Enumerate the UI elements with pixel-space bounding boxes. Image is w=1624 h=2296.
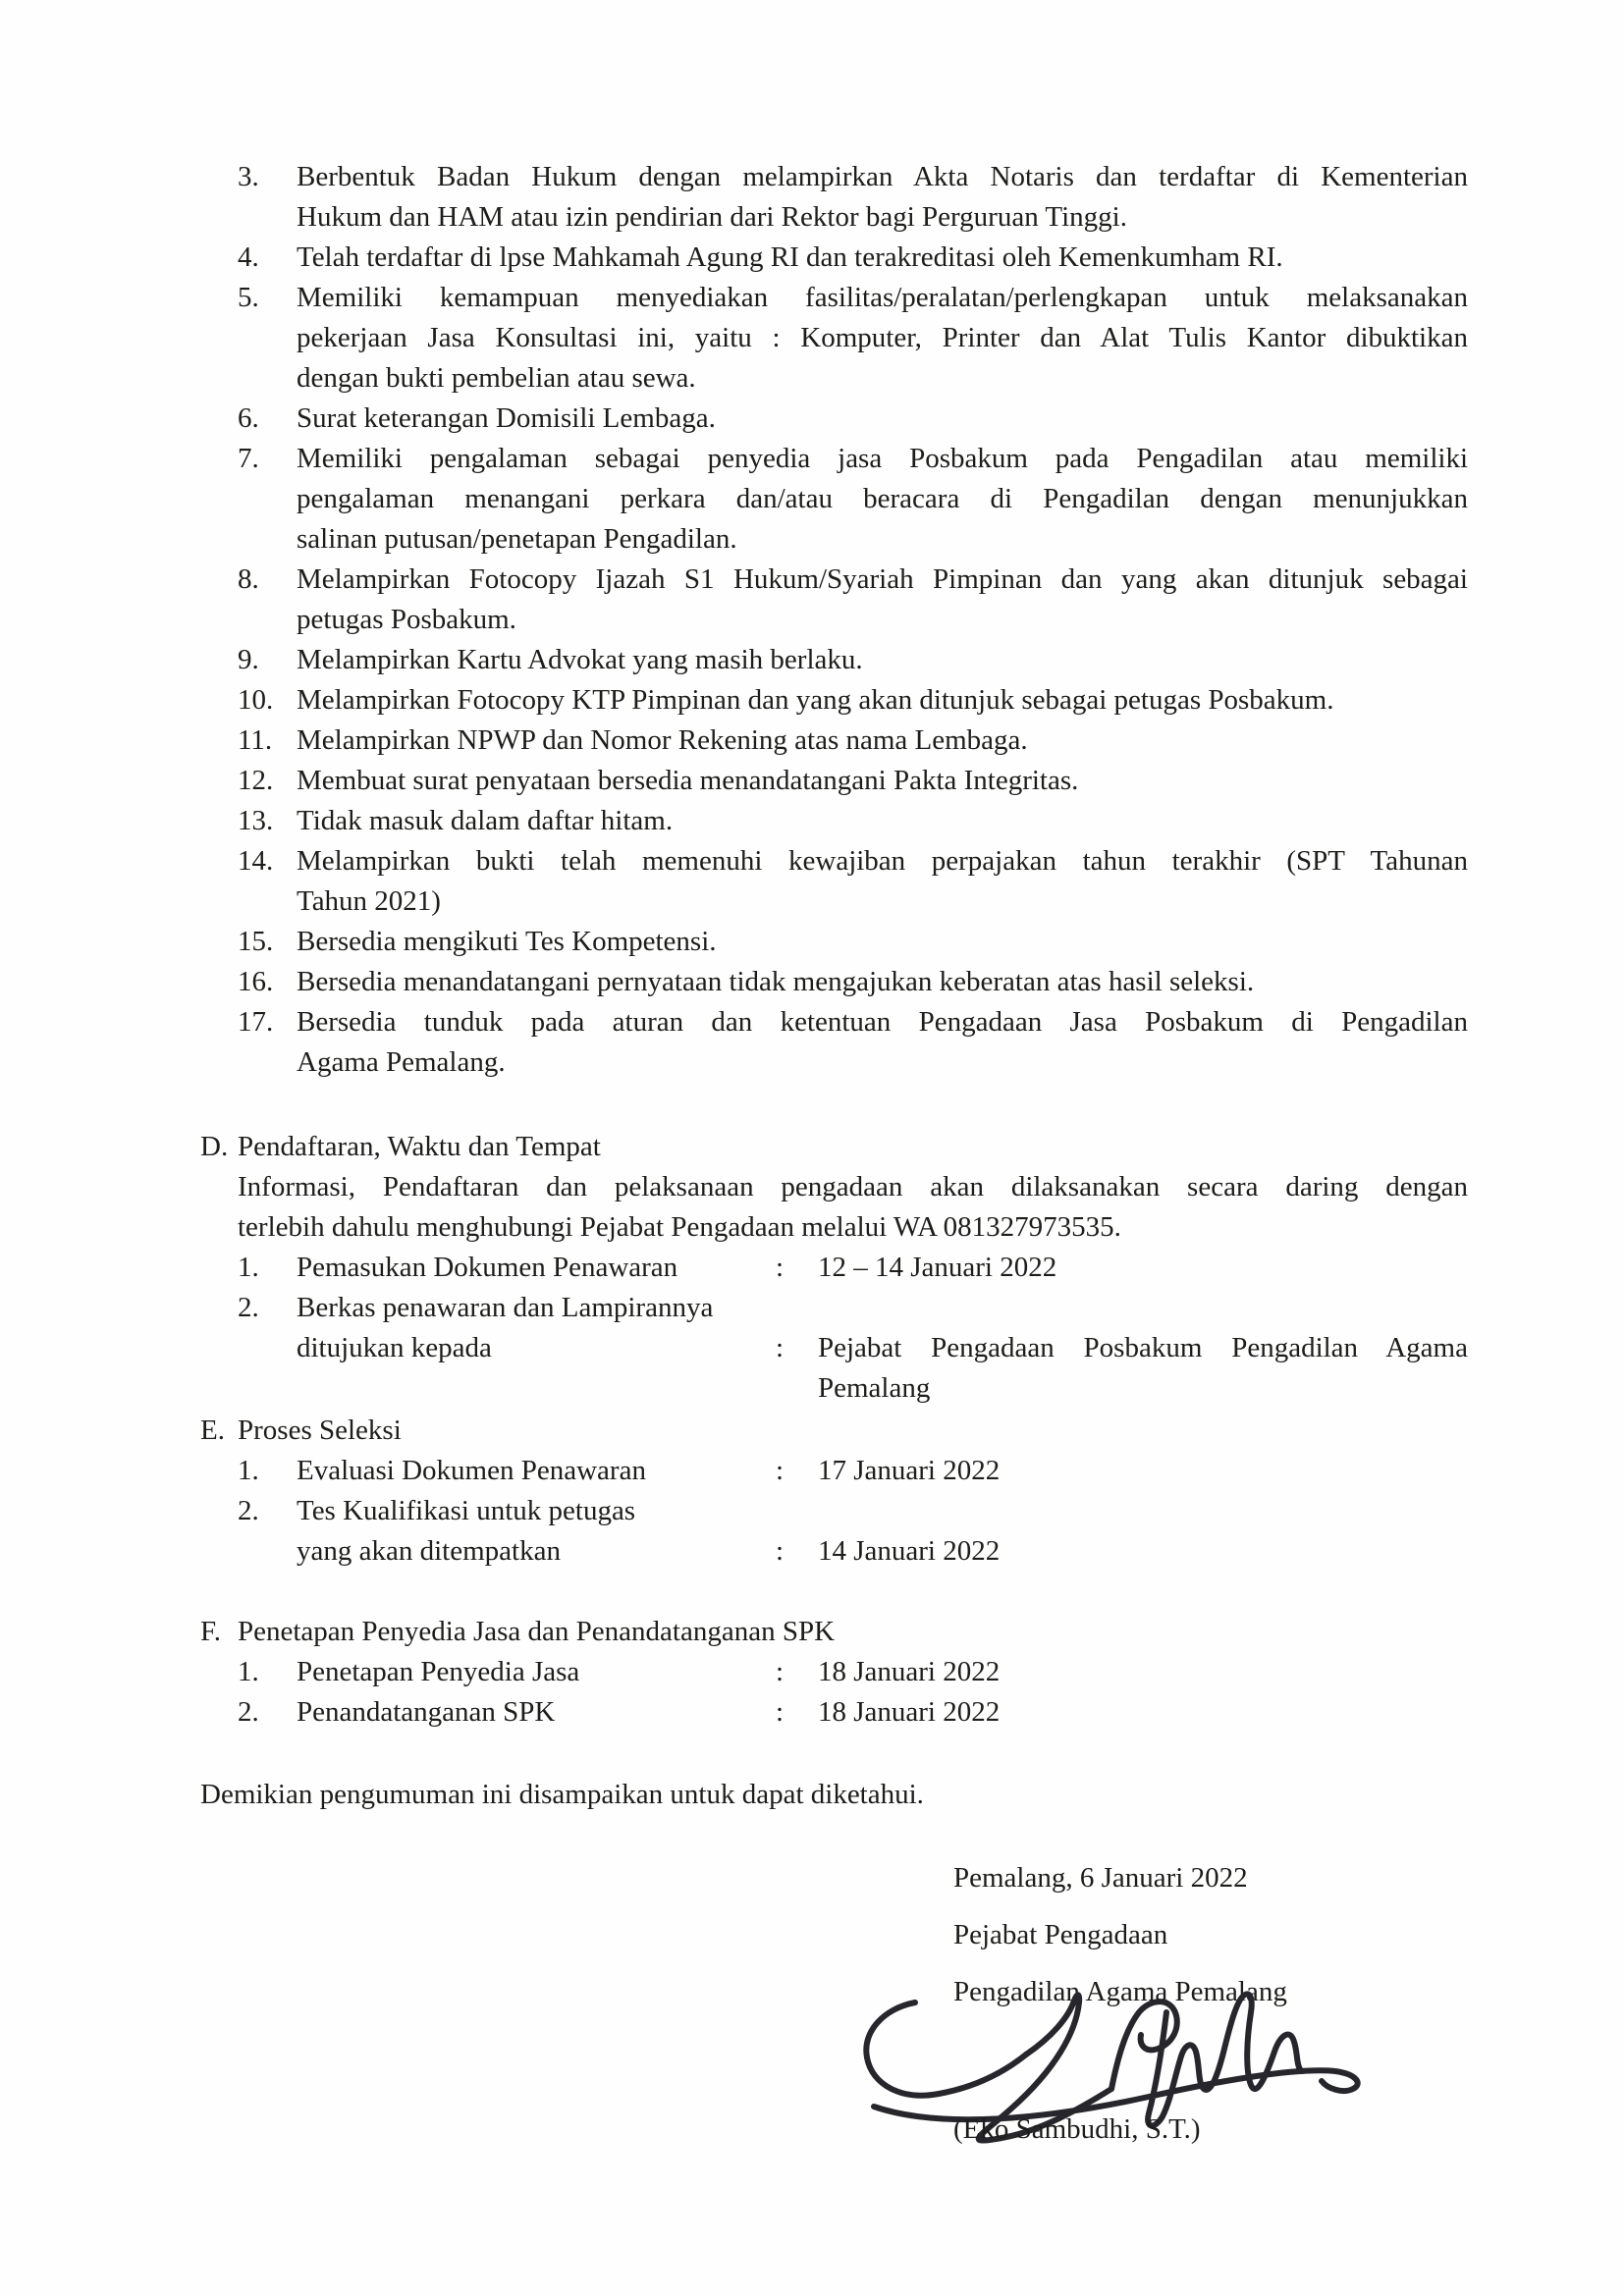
schedule-value — [818, 1451, 1468, 1491]
schedule-value — [818, 1491, 1468, 1531]
section-d — [200, 1127, 1468, 1409]
schedule-row — [238, 1652, 1468, 1692]
schedule-label: Berkas penawaran dan Lampirannya — [297, 1292, 714, 1323]
schedule-value-line: Pemalang — [818, 1372, 931, 1404]
requirement-item — [238, 841, 1468, 922]
requirement-number: 7. — [238, 443, 259, 474]
schedule-colon: : — [776, 1455, 785, 1486]
schedule-label: Tes Kualifikasi untuk petugas — [297, 1495, 636, 1526]
schedule-label: ditujukan kepada — [297, 1332, 492, 1363]
section-paragraph-line: Informasi, Pendaftaran dan pelaksanaan pengadaan akan dilaksanakan secara daring dengan — [238, 1171, 1468, 1202]
section-letter: E. — [200, 1415, 225, 1446]
signature-organization: Pengadilan Agama Pemalang — [953, 1976, 1287, 2007]
requirement-text — [297, 801, 1468, 841]
requirement-number: 17. — [238, 1006, 274, 1038]
requirement-line: pekerjaan Jasa Konsultasi ini, yaitu : Komputer, Printer dan Alat Tulis Kantor dibuktikan — [297, 322, 1468, 353]
requirement-line: Melampirkan Kartu Advokat yang masih berlaku. — [297, 644, 863, 675]
requirement-item — [238, 962, 1468, 1002]
schedule-label: Penetapan Penyedia Jasa — [297, 1656, 580, 1687]
schedule-value — [818, 1248, 1468, 1288]
schedule-value-line: Pejabat Pengadaan Posbakum Pengadilan Agama — [818, 1332, 1468, 1363]
schedule-row — [238, 1531, 1468, 1572]
requirement-text — [297, 1002, 1468, 1083]
requirement-number: 15. — [238, 926, 274, 957]
schedule-sections — [200, 1127, 1468, 1733]
requirement-line: Surat keterangan Domisili Lembaga. — [297, 402, 716, 434]
requirement-line: pengalaman menangani perkara dan/atau beracara di Pengadilan dengan menunjukkan — [297, 483, 1468, 514]
section-header — [200, 1612, 1468, 1652]
requirement-line: Hukum dan HAM atau izin pendirian dari Rektor bagi Perguruan Tinggi. — [297, 201, 1127, 233]
requirement-text — [297, 922, 1468, 962]
requirement-line: Memiliki kemampuan menyediakan fasilitas/peralatan/perlengkapan untuk melaksanakan — [297, 282, 1468, 313]
requirement-line: Bersedia menandatangani pernyataan tidak mengajukan keberatan atas hasil seleksi. — [297, 966, 1255, 997]
section-title: Proses Seleksi — [238, 1415, 402, 1446]
schedule-colon: : — [776, 1252, 785, 1283]
requirement-number: 9. — [238, 644, 259, 675]
requirement-line: Tahun 2021) — [297, 885, 441, 917]
schedule-number — [238, 1328, 297, 1409]
requirement-item — [238, 238, 1468, 278]
schedule-value — [818, 1531, 1468, 1572]
requirement-number: 16. — [238, 966, 274, 997]
requirement-item — [238, 761, 1468, 801]
schedule-number: 1. — [238, 1455, 259, 1486]
requirement-line: petugas Posbakum. — [297, 604, 516, 635]
requirement-line: Melampirkan Fotocopy KTP Pimpinan dan yang akan ditunjuk sebagai petugas Posbakum. — [297, 684, 1334, 716]
requirement-line: Telah terdaftar di lpse Mahkamah Agung RI dan terakreditasi oleh Kemenkumham RI. — [297, 241, 1283, 273]
requirement-line: Memiliki pengalaman sebagai penyedia jasa Posbakum pada Pengadilan atau memiliki — [297, 443, 1468, 474]
section-paragraph — [238, 1167, 1468, 1248]
section-title: Pendaftaran, Waktu dan Tempat — [238, 1131, 601, 1162]
schedule-colon: : — [776, 1696, 785, 1728]
schedule-label: yang akan ditempatkan — [297, 1535, 561, 1567]
schedule-value — [818, 1692, 1468, 1733]
requirement-number: 11. — [238, 724, 273, 756]
requirement-text — [297, 680, 1468, 721]
requirement-number: 13. — [238, 805, 274, 836]
requirement-line: Bersedia mengikuti Tes Kompetensi. — [297, 926, 717, 957]
section-header — [200, 1127, 1468, 1167]
schedule-value — [818, 1652, 1468, 1692]
section-letter: D. — [200, 1131, 229, 1162]
schedule-row — [238, 1328, 1468, 1409]
requirement-number: 8. — [238, 563, 259, 595]
requirement-text — [297, 439, 1468, 560]
requirement-line: salinan putusan/penetapan Pengadilan. — [297, 523, 737, 555]
schedule-colon: : — [776, 1535, 785, 1567]
signature-place-date: Pemalang, 6 Januari 2022 — [953, 1862, 1248, 1894]
section-e — [200, 1411, 1468, 1572]
requirement-text — [297, 962, 1468, 1002]
requirement-item — [238, 922, 1468, 962]
schedule-colon — [776, 1288, 818, 1328]
requirement-item — [238, 680, 1468, 721]
schedule-value — [818, 1288, 1468, 1328]
requirement-item — [238, 278, 1468, 399]
schedule-number — [238, 1531, 297, 1572]
schedule-colon: : — [776, 1332, 785, 1363]
requirement-text — [297, 157, 1468, 238]
requirement-line: Berbentuk Badan Hukum dengan melampirkan Akta Notaris dan terdaftar di Kementerian — [297, 161, 1468, 192]
requirement-text — [297, 560, 1468, 640]
schedule-colon: : — [776, 1656, 785, 1687]
schedule-value — [818, 1328, 1468, 1409]
requirement-line: Bersedia tunduk pada aturan dan ketentuan Pengadaan Jasa Posbakum di Pengadilan — [297, 1006, 1468, 1038]
requirements-list — [238, 157, 1468, 1083]
signatory-name: (Eko Sambudhi, S.T.) — [953, 2113, 1201, 2145]
schedule-row — [238, 1692, 1468, 1733]
section-f — [200, 1612, 1468, 1733]
schedule-number: 2. — [238, 1696, 259, 1728]
requirement-number: 5. — [238, 282, 259, 313]
schedule-value-line: 12 – 14 Januari 2022 — [818, 1252, 1057, 1283]
schedule-number: 1. — [238, 1656, 259, 1687]
requirement-text — [297, 721, 1468, 761]
section-header — [200, 1411, 1468, 1451]
requirement-item — [238, 801, 1468, 841]
requirement-number: 4. — [238, 241, 259, 273]
requirement-item — [238, 157, 1468, 238]
requirement-line: Tidak masuk dalam daftar hitam. — [297, 805, 674, 836]
section-title: Penetapan Penyedia Jasa dan Penandatanganan SPK — [238, 1616, 836, 1647]
schedule-label: Penandatanganan SPK — [297, 1696, 556, 1728]
schedule-number: 2. — [238, 1292, 259, 1323]
requirement-number: 14. — [238, 845, 274, 877]
requirement-text — [297, 278, 1468, 399]
requirement-text — [297, 399, 1468, 439]
schedule-colon — [776, 1491, 818, 1531]
signature-block — [953, 1849, 1503, 2145]
section-paragraph-line: terlebih dahulu menghubungi Pejabat Pengadaan melalui WA 081327973535. — [238, 1211, 1121, 1243]
requirement-line: dengan bukti pembelian atau sewa. — [297, 362, 696, 394]
requirement-line: Agama Pemalang. — [297, 1046, 506, 1078]
requirement-item — [238, 560, 1468, 640]
requirement-line: Melampirkan bukti telah memenuhi kewajiban perpajakan tahun terakhir (SPT Tahunan — [297, 845, 1468, 877]
requirement-text — [297, 640, 1468, 680]
schedule-label: Evaluasi Dokumen Penawaran — [297, 1455, 646, 1486]
requirement-text — [297, 761, 1468, 801]
requirement-number: 6. — [238, 402, 259, 434]
schedule-value-line: 18 Januari 2022 — [818, 1656, 1001, 1687]
schedule-label: Pemasukan Dokumen Penawaran — [297, 1252, 678, 1283]
requirement-line: Melampirkan NPWP dan Nomor Rekening atas nama Lembaga. — [297, 724, 1028, 756]
requirement-number: 10. — [238, 684, 274, 716]
signature-role-title: Pejabat Pengadaan — [953, 1919, 1168, 1950]
section-letter: F. — [200, 1616, 222, 1647]
requirement-item — [238, 721, 1468, 761]
requirement-item — [238, 439, 1468, 560]
requirement-item — [238, 1002, 1468, 1083]
schedule-row — [238, 1451, 1468, 1491]
requirement-number: 3. — [238, 161, 259, 192]
schedule-number: 1. — [238, 1252, 259, 1283]
requirement-item — [238, 399, 1468, 439]
requirement-line: Melampirkan Fotocopy Ijazah S1 Hukum/Syariah Pimpinan dan yang akan ditunjuk sebagai — [297, 563, 1468, 595]
requirement-line: Membuat surat penyataan bersedia menandatangani Pakta Integritas. — [297, 765, 1079, 796]
requirement-text — [297, 238, 1468, 278]
schedule-value-line: 18 Januari 2022 — [818, 1696, 1001, 1728]
schedule-row — [238, 1288, 1468, 1328]
schedule-number: 2. — [238, 1495, 259, 1526]
closing-statement: Demikian pengumuman ini disampaikan untuk dapat diketahui. — [200, 1779, 924, 1810]
schedule-value-line: 17 Januari 2022 — [818, 1455, 1001, 1486]
schedule-value-line: 14 Januari 2022 — [818, 1535, 1001, 1567]
schedule-row — [238, 1491, 1468, 1531]
requirement-number: 12. — [238, 765, 274, 796]
requirement-item — [238, 640, 1468, 680]
requirement-text — [297, 841, 1468, 922]
schedule-row — [238, 1248, 1468, 1288]
